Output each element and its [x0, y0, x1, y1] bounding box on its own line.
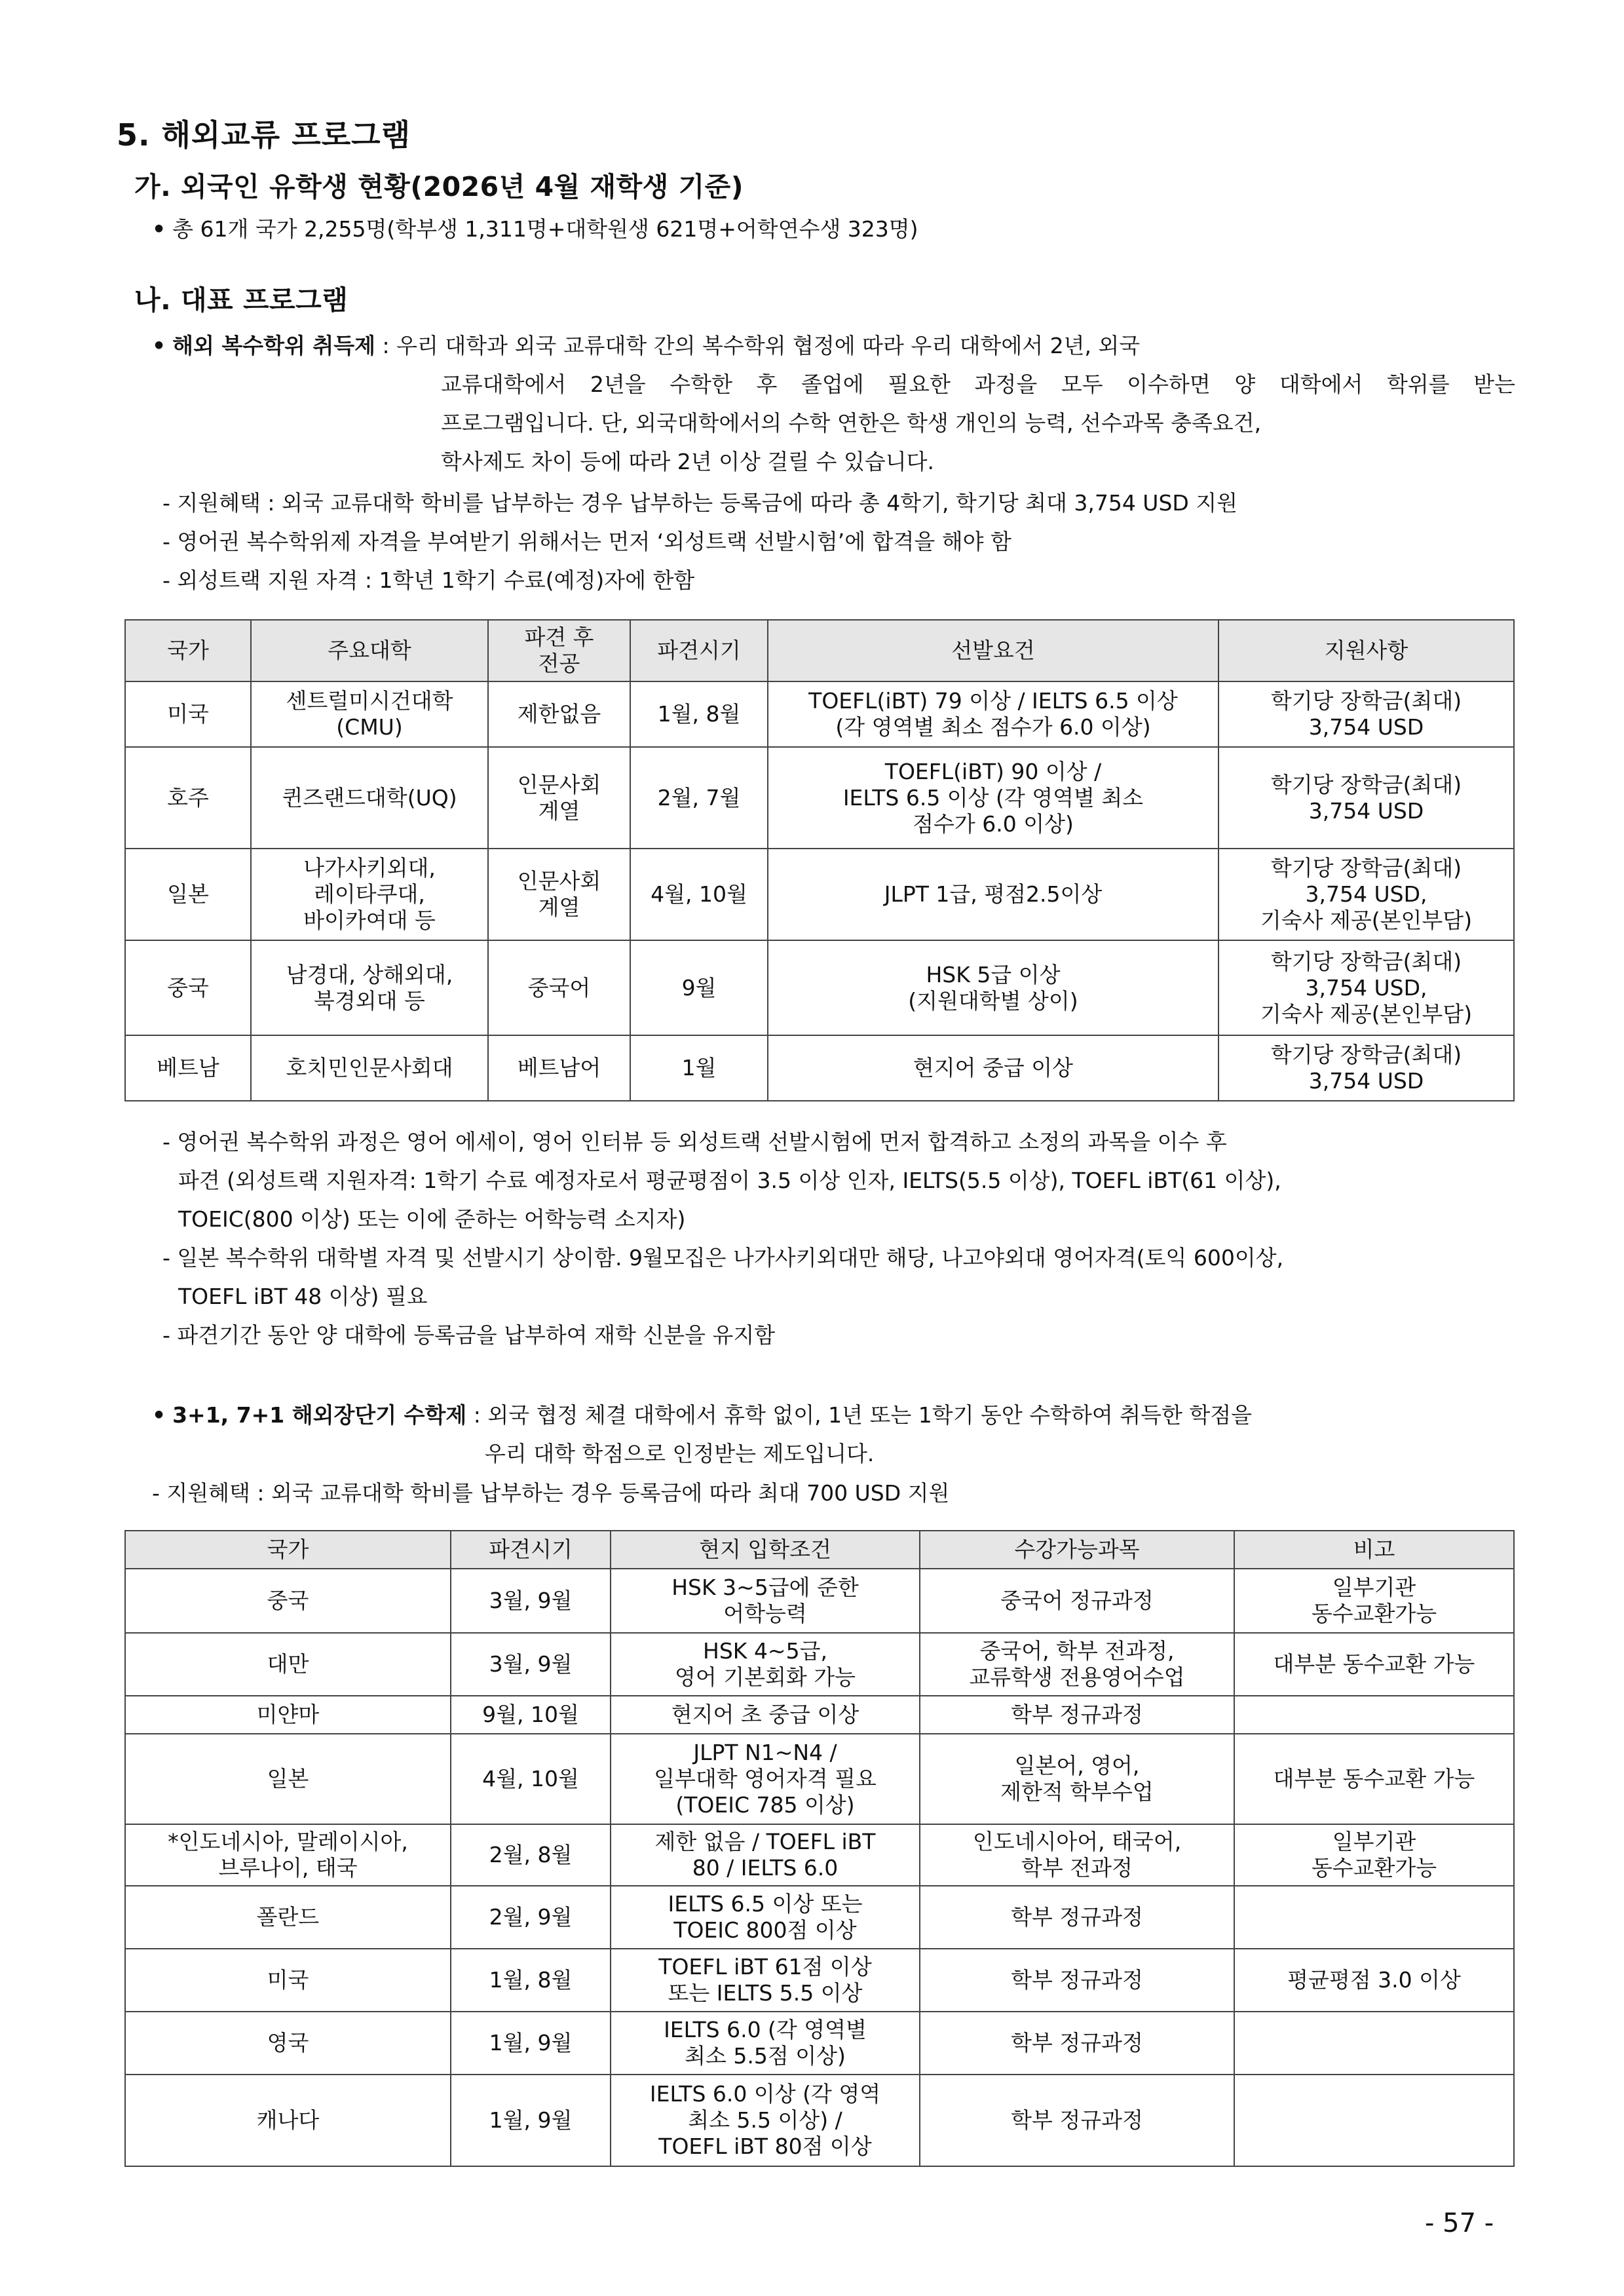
cell-period: 4월, 10월 — [630, 849, 768, 940]
program2-desc-line1: 외국 협정 체결 대학에서 휴학 없이, 1년 또는 1학기 동안 수학하여 취득한 학점을 — [487, 1402, 1252, 1428]
cell-admission: HSK 3~5급에 준한 어학능력 — [611, 1569, 920, 1633]
cell-country: 미국 — [125, 1949, 451, 2012]
program1-desc-line4: 학사제도 차이 등에 따라 2년 이상 걸릴 수 있습니다. — [441, 449, 934, 474]
cell-courses: 학부 정규과정 — [920, 2075, 1234, 2166]
cell-country: 중국 — [125, 940, 251, 1035]
cell-university: 퀸즈랜드대학(UQ) — [251, 747, 488, 849]
cell-requirements: TOEFL(iBT) 79 이상 / IELTS 6.5 이상 (각 영역별 최소 점수가 6.0 이상) — [768, 681, 1218, 747]
table-row — [125, 1633, 1514, 1696]
cell-country: 대만 — [125, 1633, 451, 1696]
header-university: 주요대학 — [251, 620, 488, 681]
cell-admission: JLPT N1~N4 / 일부대학 영어자격 필요 (TOEIC 785 이상) — [611, 1734, 920, 1824]
cell-courses: 일본어, 영어, 제한적 학부수업 — [920, 1734, 1234, 1824]
cell-admission: TOEFL iBT 61점 이상 또는 IELTS 5.5 이상 — [611, 1949, 920, 2012]
cell-period: 1월 — [630, 1035, 768, 1101]
table-row — [125, 849, 1514, 940]
cell-remarks — [1234, 1696, 1514, 1734]
cell-period: 2월, 9월 — [451, 1886, 611, 1949]
cell-period: 1월, 8월 — [451, 1949, 611, 2012]
cell-remarks: 대부분 동수교환 가능 — [1234, 1734, 1514, 1824]
table-row — [125, 681, 1514, 747]
cell-remarks: 일부기관 동수교환가능 — [1234, 1824, 1514, 1886]
program1-heading-line — [152, 326, 1140, 365]
header-major: 파견 후 전공 — [488, 620, 630, 681]
cell-remarks: 대부분 동수교환 가능 — [1234, 1633, 1514, 1696]
program1-desc-line3: 프로그램입니다. 단, 외국대학에서의 수학 연한은 학생 개인의 능력, 선수과목 충족요건, — [441, 410, 1262, 436]
cell-period: 1월, 9월 — [451, 2075, 611, 2166]
cell-support: 학기당 장학금(최대) 3,754 USD, 기숙사 제공(본인부담) — [1218, 849, 1514, 940]
cell-admission: IELTS 6.0 (각 영역별 최소 5.5점 이상) — [611, 2012, 920, 2075]
program1-after-note-1b: 파견 (외성트랙 지원자격: 1학기 수료 예정자로서 평균평점이 3.5 이상 인자, IELTS(5.5 이상), TOEFL iBT(61 이상), — [178, 1168, 1281, 1193]
bullet-dot: • — [152, 333, 166, 358]
cell-courses: 중국어, 학부 전과정, 교류학생 전용영어수업 — [920, 1633, 1234, 1696]
header-period: 파견시기 — [451, 1531, 611, 1569]
cell-major: 인문사회 계열 — [488, 849, 630, 940]
program2-heading-line — [152, 1396, 1252, 1434]
table-row — [125, 2075, 1514, 2166]
cell-courses: 인도네시아어, 태국어, 학부 전과정 — [920, 1824, 1234, 1886]
cell-support: 학기당 장학금(최대) 3,754 USD — [1218, 747, 1514, 849]
cell-period: 1월, 9월 — [451, 2012, 611, 2075]
table-row — [125, 1569, 1514, 1633]
cell-country: *인도네시아, 말레이시아, 브루나이, 태국 — [125, 1824, 451, 1886]
cell-major: 인문사회 계열 — [488, 747, 630, 849]
program1-separator: : — [375, 333, 397, 358]
program1-after-note-1c: TOEIC(800 이상) 또는 이에 준하는 어학능력 소지자) — [178, 1206, 686, 1232]
cell-courses: 학부 정규과정 — [920, 1949, 1234, 2012]
cell-period: 3월, 9월 — [451, 1633, 611, 1696]
cell-admission: HSK 4~5급, 영어 기본회화 가능 — [611, 1633, 920, 1696]
cell-period: 2월, 7월 — [630, 747, 768, 849]
section-title: 5. 해외교류 프로그램 — [117, 117, 411, 153]
foreign-students-text: 총 61개 국가 2,255명(학부생 1,311명+대학원생 621명+어학연수생 323명) — [172, 216, 918, 242]
program1-after-note-1: - 영어권 복수학위 과정은 영어 에세이, 영어 인터뷰 등 외성트랙 선발시험에 먼저 합격하고 소정의 과목을 이수 후 — [162, 1129, 1227, 1155]
table-row — [125, 1734, 1514, 1824]
cell-remarks — [1234, 2012, 1514, 2075]
program1-desc-line1: 우리 대학과 외국 교류대학 간의 복수학위 협정에 따라 우리 대학에서 2년, 외국 — [396, 333, 1141, 358]
program2-name: 3+1, 7+1 해외장단기 수학제 — [172, 1402, 467, 1428]
cell-country: 일본 — [125, 849, 251, 940]
program2-desc-line2: 우리 대학 학점으로 인정받는 제도입니다. — [485, 1441, 875, 1466]
table-header-row — [125, 620, 1514, 681]
short-term-study-table — [124, 1530, 1515, 2167]
cell-admission: 제한 없음 / TOEFL iBT 80 / IELTS 6.0 — [611, 1824, 920, 1886]
subsection-a-title: 가. 외국인 유학생 현황(2026년 4월 재학생 기준) — [134, 171, 744, 202]
cell-major: 베트남어 — [488, 1035, 630, 1101]
cell-admission: IELTS 6.5 이상 또는 TOEIC 800점 이상 — [611, 1886, 920, 1949]
cell-requirements: TOEFL(iBT) 90 이상 / IELTS 6.5 이상 (각 영역별 최소 점수가 6.0 이상) — [768, 747, 1218, 849]
cell-admission: IELTS 6.0 이상 (각 영역 최소 5.5 이상) / TOEFL iBT 80점 이상 — [611, 2075, 920, 2166]
table-row — [125, 1696, 1514, 1734]
program1-after-note-2: - 일본 복수학위 대학별 자격 및 선발시기 상이함. 9월모집은 나가사키외대만 해당, 나고야외대 영어자격(토익 600이상, — [162, 1245, 1284, 1271]
cell-remarks: 평균평점 3.0 이상 — [1234, 1949, 1514, 2012]
cell-major: 제한없음 — [488, 681, 630, 747]
cell-remarks — [1234, 1886, 1514, 1949]
cell-country: 캐나다 — [125, 2075, 451, 2166]
cell-major: 중국어 — [488, 940, 630, 1035]
cell-courses: 중국어 정규과정 — [920, 1569, 1234, 1633]
cell-requirements: 현지어 중급 이상 — [768, 1035, 1218, 1101]
table-header-row — [125, 1531, 1514, 1569]
cell-country: 베트남 — [125, 1035, 251, 1101]
header-courses: 수강가능과목 — [920, 1531, 1234, 1569]
cell-support: 학기당 장학금(최대) 3,754 USD, 기숙사 제공(본인부담) — [1218, 940, 1514, 1035]
table-row — [125, 747, 1514, 849]
cell-country: 미얀마 — [125, 1696, 451, 1734]
header-remarks: 비고 — [1234, 1531, 1514, 1569]
cell-period: 3월, 9월 — [451, 1569, 611, 1633]
cell-admission: 현지어 초 중급 이상 — [611, 1696, 920, 1734]
cell-period: 4월, 10월 — [451, 1734, 611, 1824]
cell-university: 나가사키외대, 레이타쿠대, 바이카여대 등 — [251, 849, 488, 940]
cell-country: 영국 — [125, 2012, 451, 2075]
header-period: 파견시기 — [630, 620, 768, 681]
cell-period: 9월, 10월 — [451, 1696, 611, 1734]
cell-requirements: HSK 5급 이상 (지원대학별 상이) — [768, 940, 1218, 1035]
cell-university: 남경대, 상해외대, 북경외대 등 — [251, 940, 488, 1035]
cell-remarks: 일부기관 동수교환가능 — [1234, 1569, 1514, 1633]
cell-country: 폴란드 — [125, 1886, 451, 1949]
program1-after-note-2b: TOEFL iBT 48 이상) 필요 — [178, 1284, 428, 1309]
cell-country: 미국 — [125, 681, 251, 747]
cell-requirements: JLPT 1급, 평점2.5이상 — [768, 849, 1218, 940]
header-admission: 현지 입학조건 — [611, 1531, 920, 1569]
cell-support: 학기당 장학금(최대) 3,754 USD — [1218, 1035, 1514, 1101]
program1-name: 해외 복수학위 취득제 — [172, 333, 375, 358]
cell-period: 2월, 8월 — [451, 1824, 611, 1886]
cell-period: 1월, 8월 — [630, 681, 768, 747]
header-country: 국가 — [125, 1531, 451, 1569]
table-row — [125, 1824, 1514, 1886]
foreign-students-bullet — [152, 210, 918, 248]
cell-country: 일본 — [125, 1734, 451, 1824]
header-support: 지원사항 — [1218, 620, 1514, 681]
program1-note-1: - 지원혜택 : 외국 교류대학 학비를 납부하는 경우 납부하는 등록금에 따라 총 4학기, 학기당 최대 3,754 USD 지원 — [162, 490, 1238, 516]
program2-separator: : — [466, 1402, 488, 1428]
page-number: - 57 - — [1425, 2208, 1494, 2238]
cell-remarks — [1234, 2075, 1514, 2166]
program1-after-note-3: - 파견기간 동안 양 대학에 등록금을 납부하여 재학 신분을 유지함 — [162, 1322, 776, 1348]
bullet-dot: • — [152, 216, 166, 242]
cell-country: 호주 — [125, 747, 251, 849]
cell-university: 센트럴미시건대학 (CMU) — [251, 681, 488, 747]
program2-note: - 지원혜택 : 외국 교류대학 학비를 납부하는 경우 등록금에 따라 최대 700 USD 지원 — [152, 1480, 950, 1506]
table-row — [125, 1886, 1514, 1949]
header-requirements: 선발요건 — [768, 620, 1218, 681]
cell-support: 학기당 장학금(최대) 3,754 USD — [1218, 681, 1514, 747]
table-row — [125, 940, 1514, 1035]
subsection-b-title: 나. 대표 프로그램 — [134, 284, 349, 316]
table-row — [125, 2012, 1514, 2075]
double-degree-table — [124, 619, 1515, 1101]
cell-courses: 학부 정규과정 — [920, 1886, 1234, 1949]
cell-country: 중국 — [125, 1569, 451, 1633]
table-row — [125, 1949, 1514, 2012]
cell-courses: 학부 정규과정 — [920, 2012, 1234, 2075]
cell-courses: 학부 정규과정 — [920, 1696, 1234, 1734]
cell-period: 9월 — [630, 940, 768, 1035]
program1-note-2: - 영어권 복수학위제 자격을 부여받기 위해서는 먼저 ‘외성트랙 선발시험’에 합격을 해야 함 — [162, 529, 1011, 554]
cell-university: 호치민인문사회대 — [251, 1035, 488, 1101]
bullet-dot: • — [152, 1402, 166, 1428]
table-row — [125, 1035, 1514, 1101]
program1-desc-line2: 교류대학에서 2년을 수학한 후 졸업에 필요한 과정을 모두 이수하면 양 대학에서 학위를 받는 — [441, 372, 1515, 397]
program1-note-3: - 외성트랙 지원 자격 : 1학년 1학기 수료(예정)자에 한함 — [162, 567, 695, 593]
header-country: 국가 — [125, 620, 251, 681]
